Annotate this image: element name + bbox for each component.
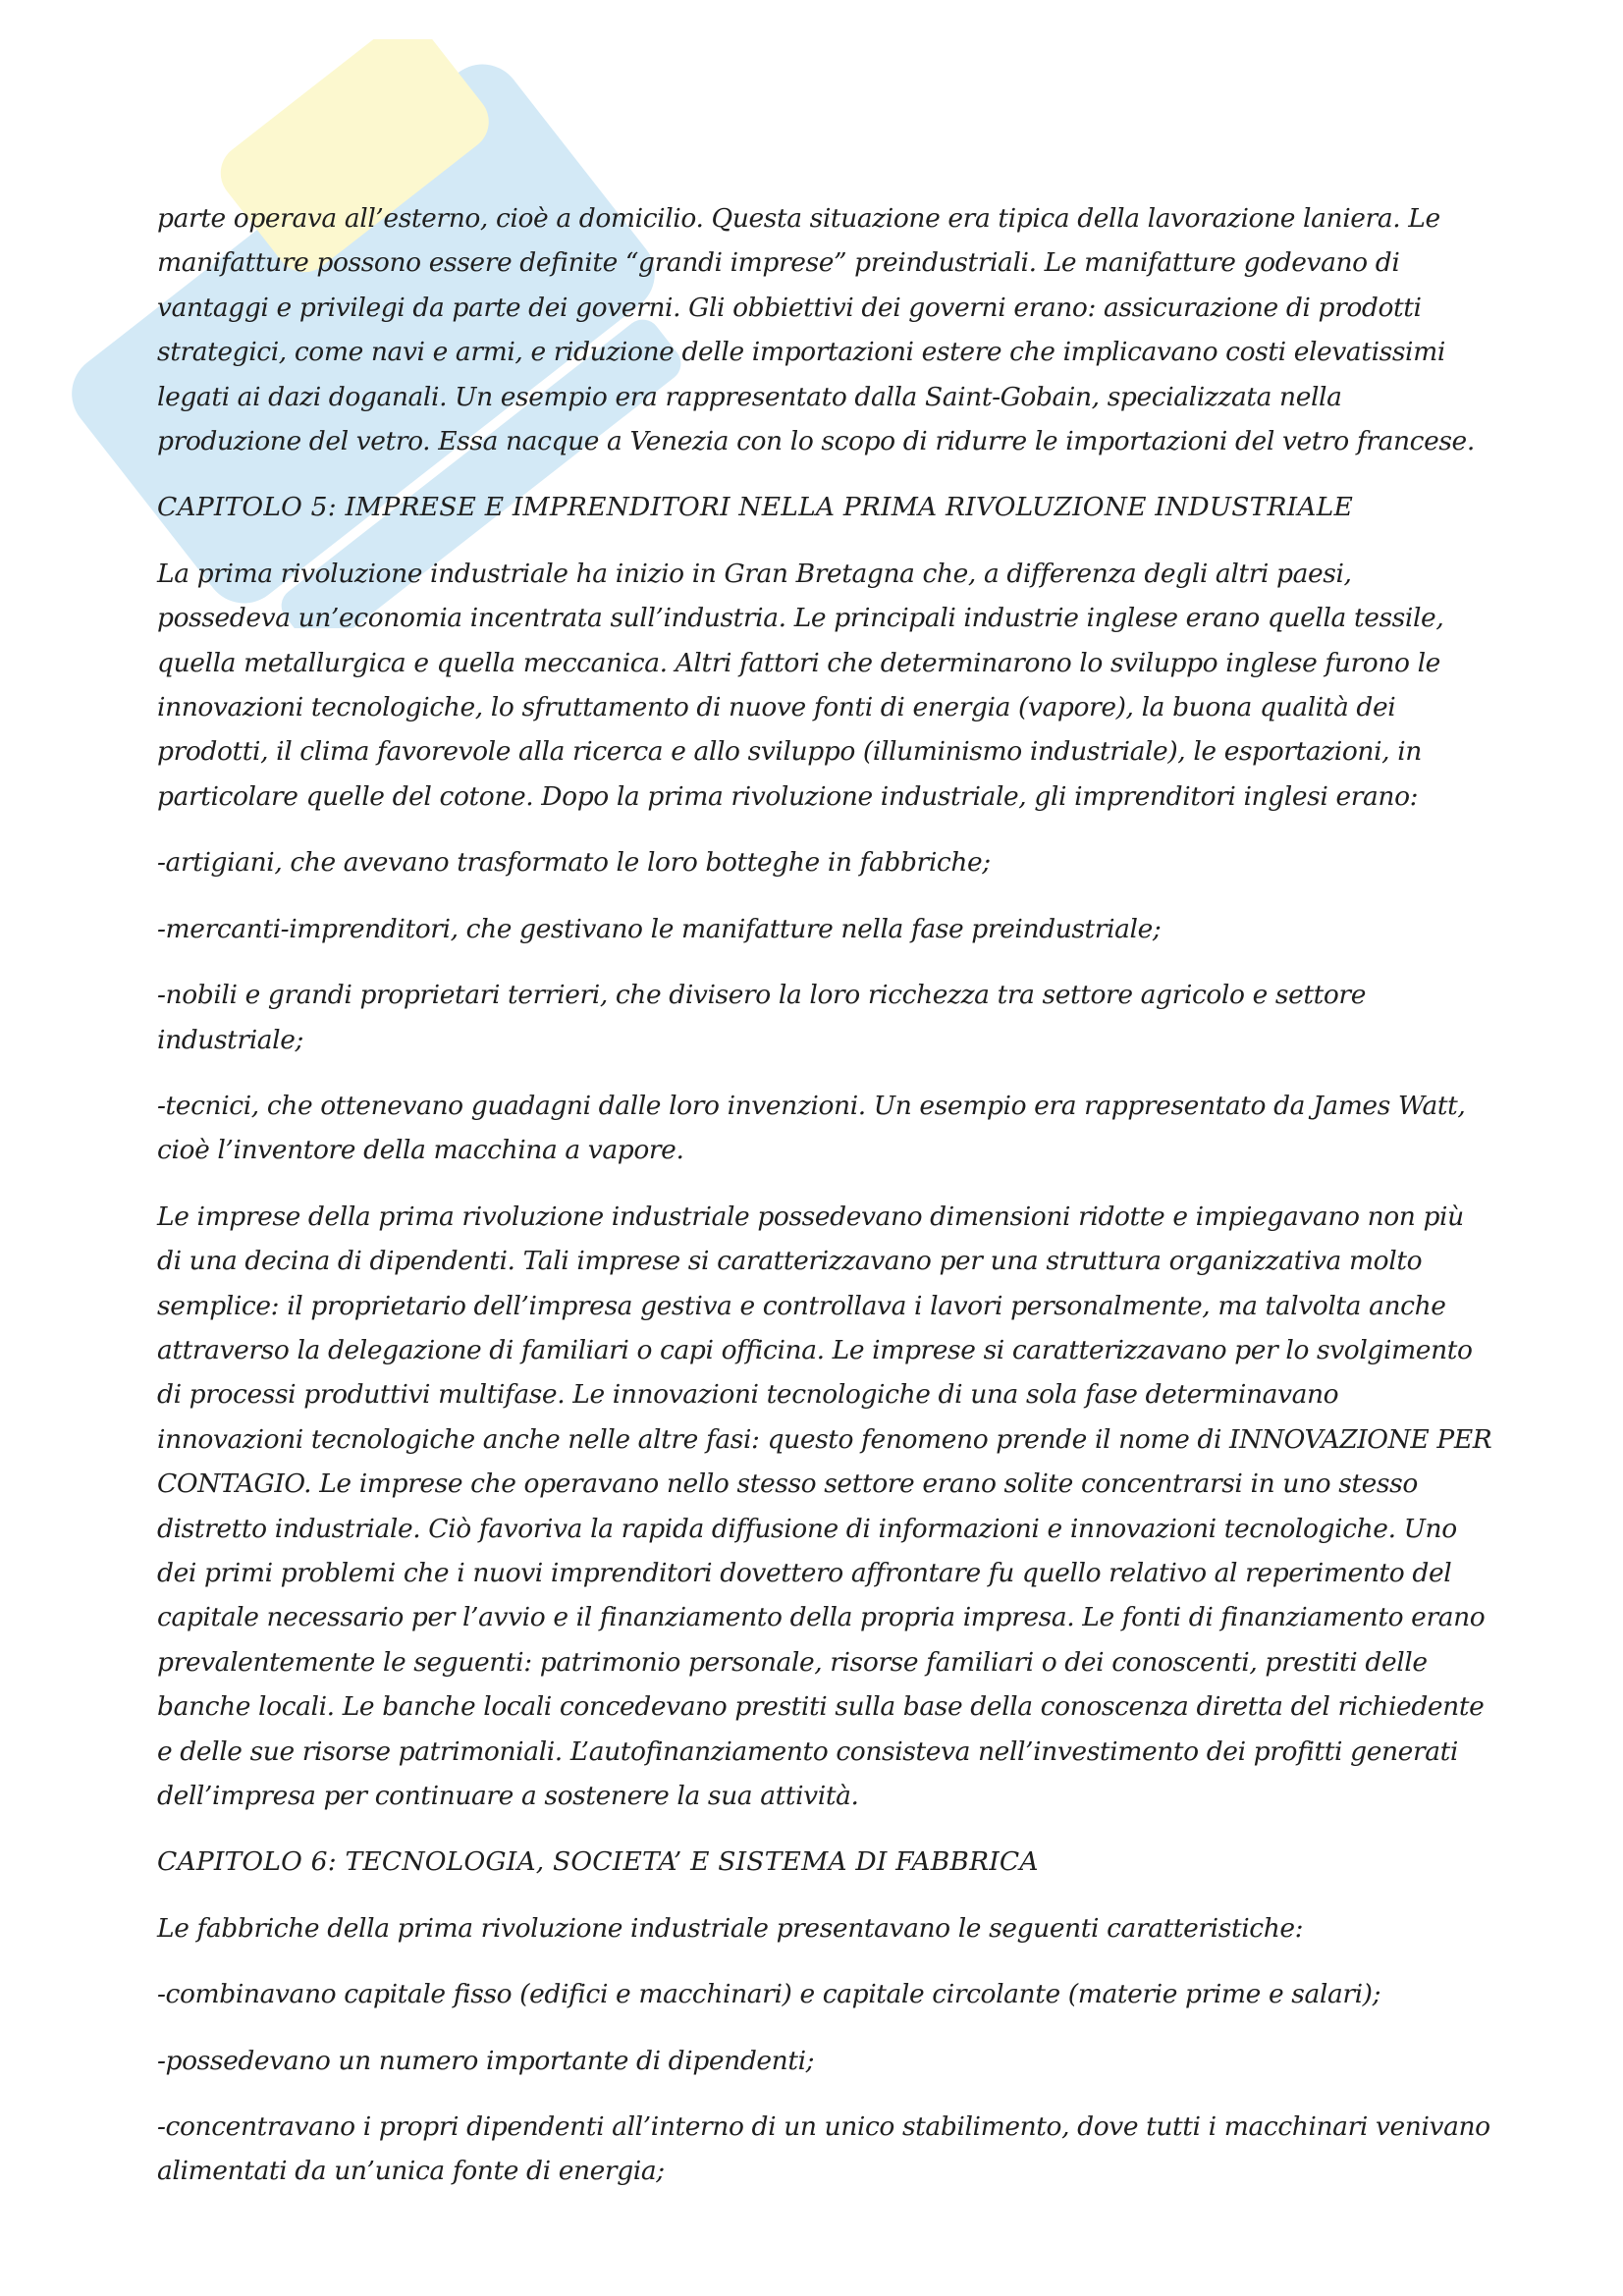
list-item-nobili: -nobili e grandi proprietari terrieri, che divisero la loro ricchezza tra settore agricolo e settore industriale;	[157, 980, 1366, 1055]
paragraph-imprese: Le imprese della prima rivoluzione industriale possedevano dimensioni ridotte e impiegavano non più di una decina di dipendenti. Tali imprese si caratterizzavano per una struttura organizzativa molto semplice: il proprietario dell’impresa gestiva e controllava i lavori personalmente, ma talvolta anche attraverso la delegazione di familiari o capi officina. Le imprese si caratterizzavano per lo svolgimento di processi produttivi multifase. Le innovazioni tecnologiche di una sola fase determinavano innovazioni tecnologiche anche nelle altre fasi: questo fenomeno prende il nome di INNOVAZIONE PER CONTAGIO. Le imprese che operavano nello stesso settore erano solite concentrarsi in uno stesso distretto industriale. Ciò favoriva la rapida diffusione di informazioni e innovazioni tecnologiche. Uno dei primi problemi che i nuovi imprenditori dovettero affrontare fu quello relativo al reperimento del capitale necessario per l’avvio e il finanziamento della propria impresa. Le fonti di finanziamento erano prevalentemente le seguenti: patrimonio personale, risorse familiari o dei conoscenti, prestiti delle banche locali. Le banche locali concedevano prestiti sulla base della conoscenza diretta del richiedente e delle sue risorse patrimoniali. L’autofinanziamento consisteva nell’investimento dei profitti generati dell’impresa per continuare a sostenere la sua attività.	[157, 1201, 1492, 1811]
paragraph-fabbriche-intro: Le fabbriche della prima rivoluzione industriale presentavano le seguenti caratteristiche:	[157, 1912, 1304, 1944]
list-item-capitale: -combinavano capitale fisso (edifici e macchinari) e capitale circolante (materie prime e salari);	[157, 1979, 1381, 2010]
paragraph-manifatture: parte operava all’esterno, cioè a domicilio. Questa situazione era tipica della lavorazione laniera. Le manifatture possono essere definite “grandi imprese” preindustriali. Le manifatture godevano di vantaggi e privilegi da parte dei governi. Gli obbiettivi dei governi erano: assicurazione di prodotti strategici, come navi e armi, e riduzione delle importazioni estere che implicavano costi elevatissimi legati ai dazi doganali. Un esempio era rappresentato dalla Saint-Gobain, specializzata nella produzione del vetro. Essa nacque a Venezia con lo scopo di ridurre le importazioni del vetro francese.	[157, 203, 1475, 457]
list-item-mercanti: -mercanti-imprenditori, che gestivano le manifatture nella fase preindustriale;	[157, 913, 1162, 944]
chapter-5-heading: CAPITOLO 5: IMPRESE E IMPRENDITORI NELLA PRIMA RIVOLUZIONE INDUSTRIALE	[157, 492, 1354, 523]
document-page	[157, 196, 1492, 2216]
list-item-stabilimento: -concentravano i propri dipendenti all’interno di un unico stabilimento, dove tutti i macchinari venivano alimentati da un’unica fonte di energia;	[157, 2111, 1490, 2187]
chapter-6-heading: CAPITOLO 6: TECNOLOGIA, SOCIETA’ E SISTEMA DI FABBRICA	[157, 1846, 1039, 1878]
list-item-artigiani: -artigiani, che avevano trasformato le loro botteghe in fabbriche;	[157, 847, 991, 879]
paragraph-rivoluzione-inizio: La prima rivoluzione industriale ha inizio in Gran Bretagna che, a differenza degli altri paesi, possedeva un’economia incentrata sull’industria. Le principali industrie inglese erano quella tessile, quella metallurgica e quella meccanica. Altri fattori che determinarono lo sviluppo inglese furono le innovazioni tecnologiche, lo sfruttamento di nuove fonti di energia (vapore), la buona qualità dei prodotti, il clima favorevole alla ricerca e allo sviluppo (illuminismo industriale), le esportazioni, in particolare quelle del cotone. Dopo la prima rivoluzione industriale, gli imprenditori inglesi erano:	[157, 558, 1444, 812]
list-item-dipendenti: -possedevano un numero importante di dipendenti;	[157, 2045, 815, 2076]
list-item-tecnici: -tecnici, che ottenevano guadagni dalle loro invenzioni. Un esempio era rappresentato da James Watt, cioè l’inventore della macchina a vapore.	[157, 1090, 1466, 1166]
